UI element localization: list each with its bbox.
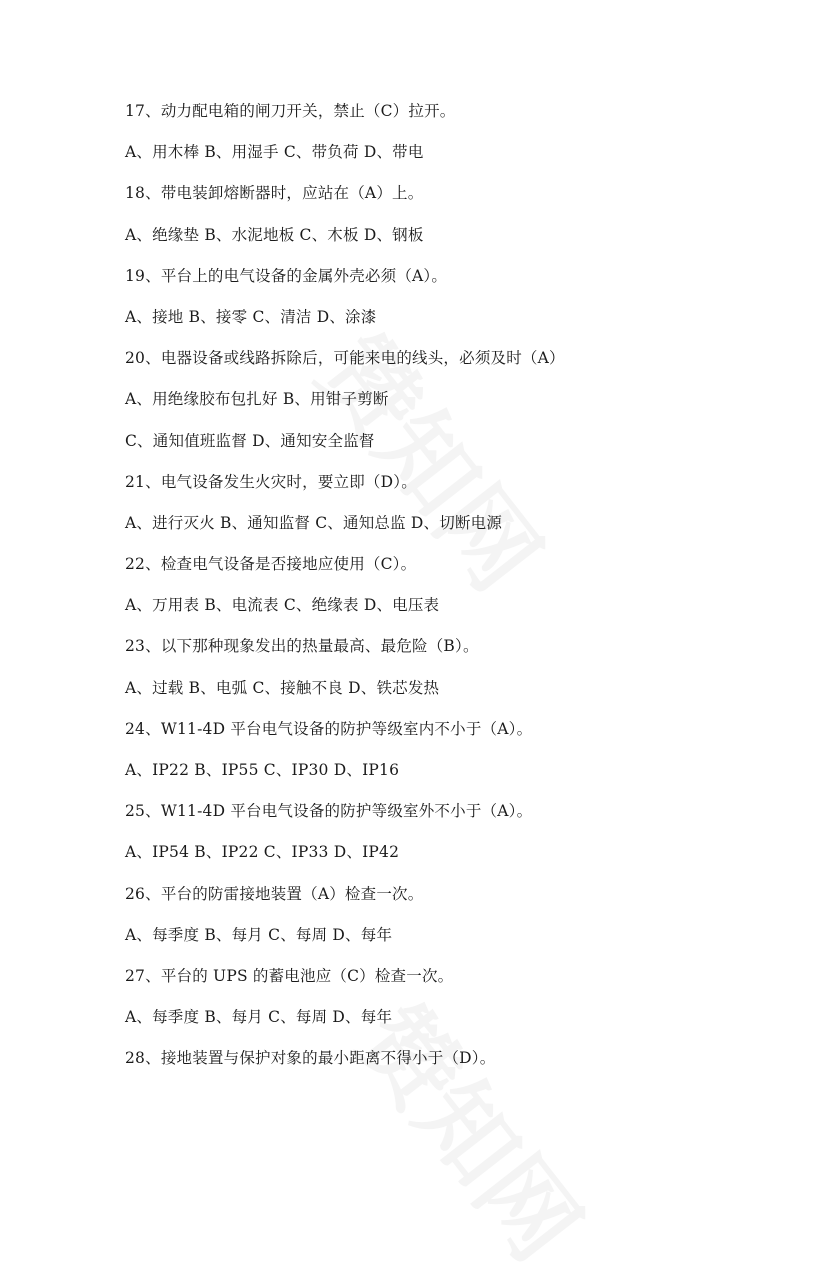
- question-27: 27、平台的 UPS 的蓄电池应（C）检查一次。: [125, 966, 454, 985]
- question-26: 26、平台的防雷接地装置（A）检查一次。: [125, 884, 424, 903]
- question-20: 20、电器设备或线路拆除后，可能来电的线头，必须及时（A）: [125, 349, 565, 368]
- options-21: A、进行灭火 B、通知监督 C、通知总监 D、切断电源: [125, 513, 503, 532]
- options-18: A、绝缘垫 B、水泥地板 C、木板 D、钢板: [125, 225, 424, 244]
- question-28: 28、接地装置与保护对象的最小距离不得小于（D）。: [125, 1049, 496, 1068]
- options-25: A、IP54 B、IP22 C、IP33 D、IP42: [125, 843, 400, 862]
- question-24: 24、W11-4D 平台电气设备的防护等级室内不小于（A）。: [125, 719, 533, 738]
- options-20-ab: A、用绝缘胶布包扎好 B、用钳子剪断: [125, 390, 389, 409]
- question-list: [125, 93, 765, 1082]
- question-18: 18、带电装卸熔断器时，应站在（A）上。: [125, 184, 424, 203]
- options-27: A、每季度 B、每月 C、每周 D、每年: [125, 1008, 393, 1027]
- options-24: A、IP22 B、IP55 C、IP30 D、IP16: [125, 761, 400, 779]
- options-26: A、每季度 B、每月 C、每周 D、每年: [125, 925, 393, 944]
- question-22: 22、检查电气设备是否接地应使用（C）。: [125, 555, 417, 574]
- options-20-cd: C、通知值班监督 D、通知安全监督: [125, 431, 375, 450]
- options-19: A、接地 B、接零 C、清洁 D、涂漆: [125, 307, 377, 326]
- options-23: A、过载 B、电弧 C、接触不良 D、铁芯发热: [125, 678, 440, 697]
- question-17: 17、动力配电箱的闸刀开关，禁止（C）拉开。: [125, 102, 456, 120]
- question-19: 19、平台上的电气设备的金属外壳必须（A）。: [125, 266, 448, 285]
- question-23: 23、以下那种现象发出的热量最高、最危险（B）。: [125, 637, 479, 656]
- options-17: A、用木棒 B、用湿手 C、带负荷 D、带电: [125, 143, 424, 162]
- options-22: A、万用表 B、电流表 C、绝缘表 D、电压表: [125, 596, 440, 615]
- question-21: 21、电气设备发生火灾时，要立即（D）。: [125, 472, 417, 491]
- question-25: 25、W11-4D 平台电气设备的防护等级室外不小于（A）。: [125, 802, 533, 821]
